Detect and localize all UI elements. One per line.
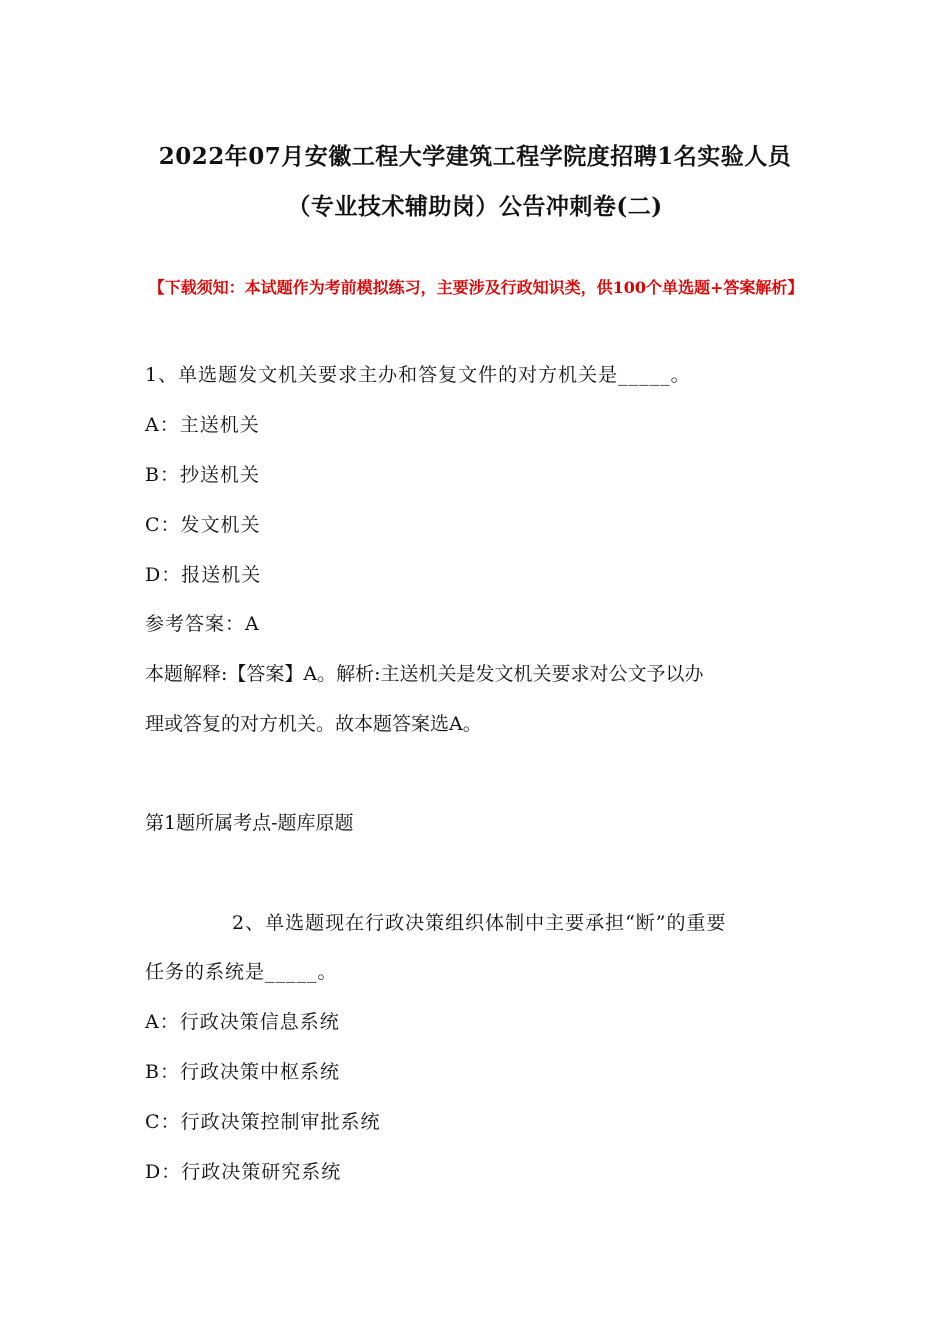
question-2-option-c: C：行政决策控制审批系统 xyxy=(145,1111,381,1133)
question-1-stem: 1、单选题发文机关要求主办和答复文件的对方机关是_____。 xyxy=(145,364,691,386)
question-1-answer: 参考答案：A xyxy=(145,613,260,635)
question-2-option-b: B：行政决策中枢系统 xyxy=(145,1061,340,1083)
question-2-stem-line-2: 任务的系统是_____。 xyxy=(145,961,338,983)
question-2-option-d: D：行政决策研究系统 xyxy=(145,1161,342,1183)
question-1-option-c: C：发文机关 xyxy=(145,514,261,536)
document-title-line-2: （专业技术辅助岗）公告冲刺卷(二) xyxy=(287,193,663,220)
question-1-option-d: D：报送机关 xyxy=(145,564,262,586)
question-2-stem-line-1: 2、单选题现在行政决策组织体制中主要承担“断”的重要 xyxy=(232,912,727,934)
question-2-option-a: A：行政决策信息系统 xyxy=(145,1011,340,1033)
question-1-option-b: B：抄送机关 xyxy=(145,464,260,486)
question-1-option-a: A：主送机关 xyxy=(145,414,260,436)
document-title-line-1: 2022年07月安徽工程大学建筑工程学院度招聘1名实验人员 xyxy=(158,143,792,170)
download-notice: 【下载须知：本试题作为考前模拟练习，主要涉及行政知识类，供100个单选题+答案解析】 xyxy=(148,278,804,297)
question-1-explanation-line-2: 理或答复的对方机关。故本题答案选A。 xyxy=(145,713,482,735)
question-1-category: 第1题所属考点-题库原题 xyxy=(145,812,354,834)
question-1-explanation-line-1: 本题解释:【答案】A。解析:主送机关是发文机关要求对公文予以办 xyxy=(145,663,704,685)
